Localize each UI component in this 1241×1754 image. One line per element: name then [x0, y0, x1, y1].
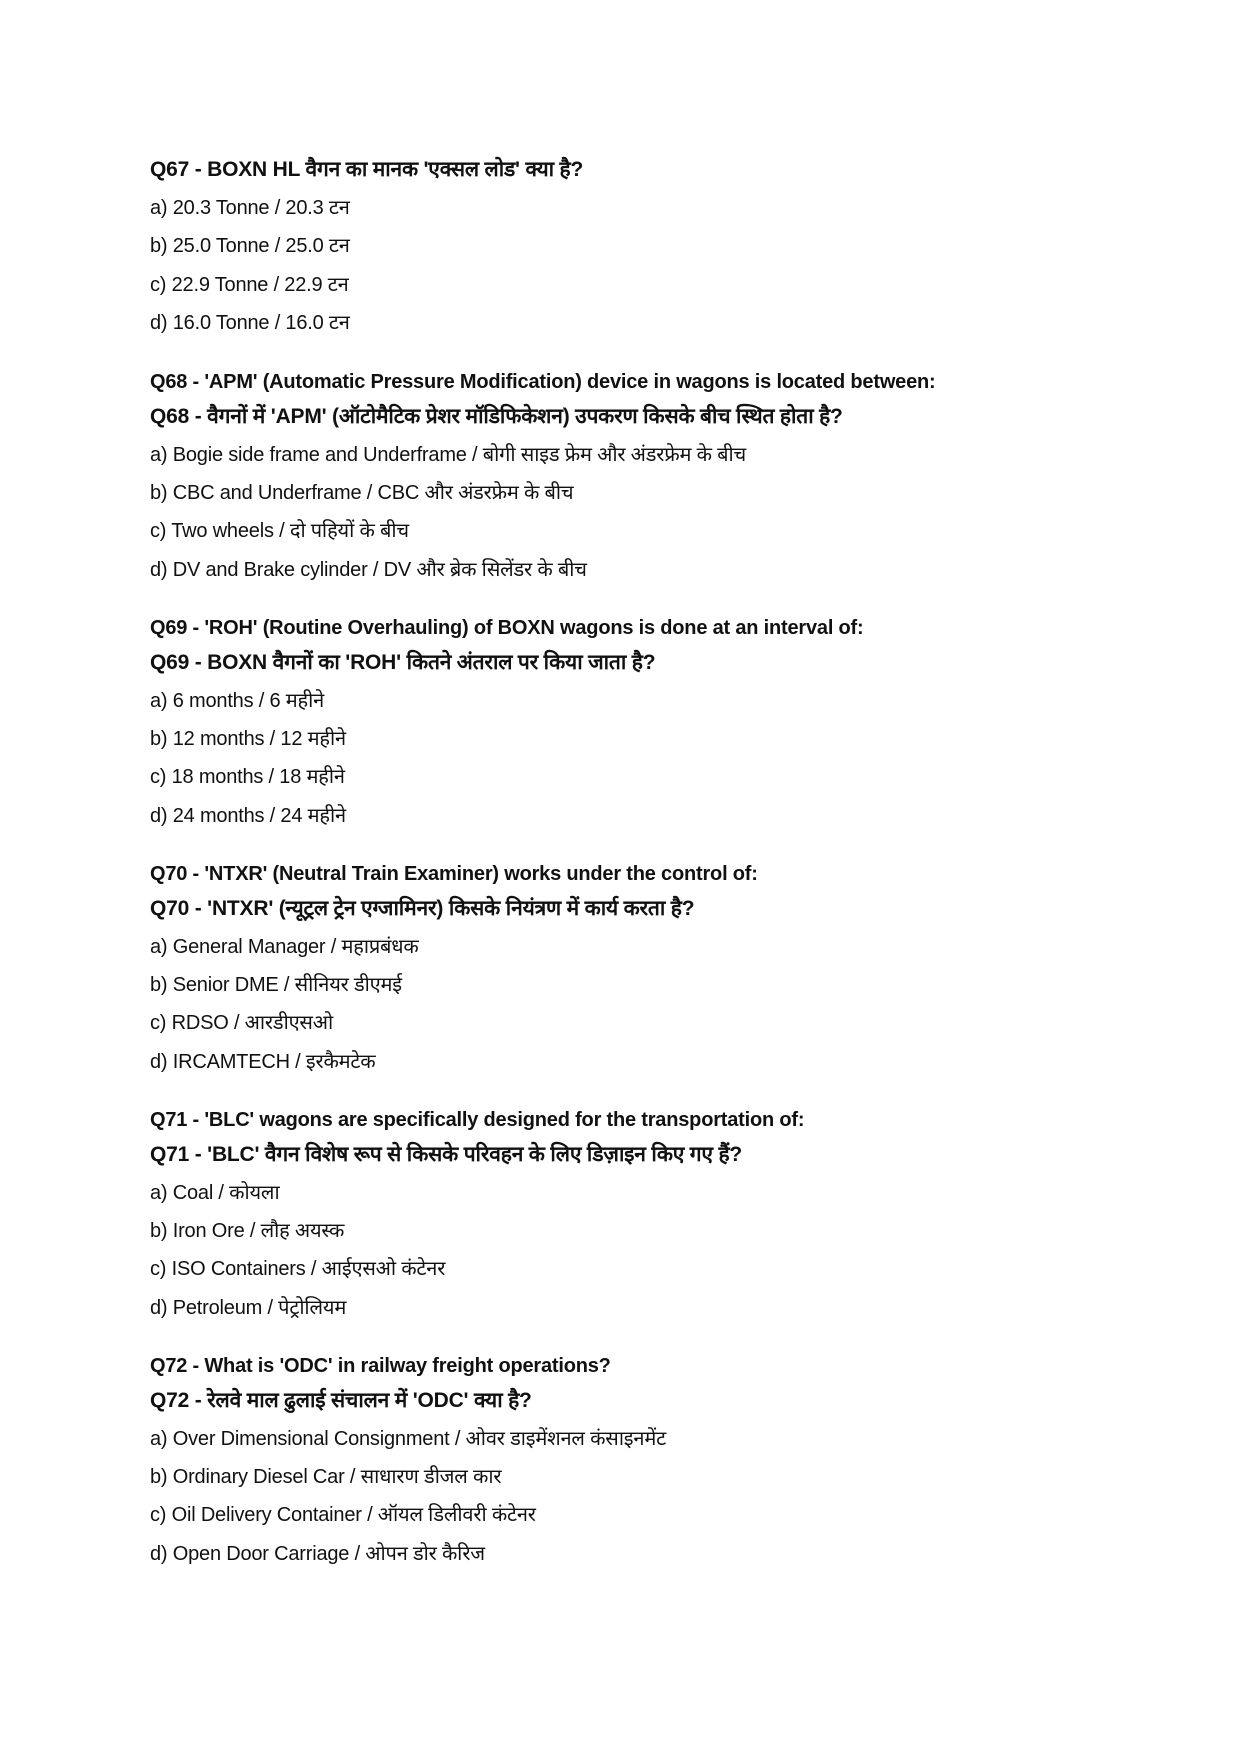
- question-text-english: Q68 - 'APM' (Automatic Pressure Modification) device in wagons is located between:: [150, 371, 936, 393]
- option-c: c) Two wheels / दो पहियों के बीच: [150, 520, 409, 542]
- option-d: d) IRCAMTECH / इरकैमटेक: [150, 1051, 376, 1073]
- question-text-hindi: Q72 - रेलवे माल ढुलाई संचालन में 'ODC' क्या है?: [150, 1389, 532, 1412]
- option-a: a) 20.3 Tonne / 20.3 टन: [150, 197, 350, 219]
- question-text-english: Q69 - 'ROH' (Routine Overhauling) of BOXN wagons is done at an interval of:: [150, 617, 864, 639]
- question-text-hindi: Q69 - BOXN वैगनों का 'ROH' कितने अंतराल पर किया जाता है?: [150, 651, 656, 674]
- question-text-hindi: Q68 - वैगनों में 'APM' (ऑटोमैटिक प्रेशर मॉडिफिकेशन) उपकरण किसके बीच स्थित होता है?: [150, 405, 843, 428]
- option-a: a) 6 months / 6 महीने: [150, 690, 325, 712]
- option-b: b) 25.0 Tonne / 25.0 टन: [150, 235, 350, 257]
- option-a: a) Coal / कोयला: [150, 1182, 280, 1204]
- option-c: c) RDSO / आरडीएसओ: [150, 1012, 334, 1034]
- option-d: d) Petroleum / पेट्रोलियम: [150, 1297, 347, 1319]
- option-a: a) Over Dimensional Consignment / ओवर डाइमेंशनल कंसाइनमेंट: [150, 1428, 666, 1450]
- option-c: c) Oil Delivery Container / ऑयल डिलीवरी कंटेनर: [150, 1504, 536, 1526]
- option-b: b) Ordinary Diesel Car / साधारण डीजल कार: [150, 1466, 502, 1488]
- option-b: b) Senior DME / सीनियर डीएमई: [150, 974, 402, 996]
- option-c: c) 22.9 Tonne / 22.9 टन: [150, 274, 349, 296]
- option-d: d) DV and Brake cylinder / DV और ब्रेक सिलेंडर के बीच: [150, 559, 587, 581]
- question-text-english: Q70 - 'NTXR' (Neutral Train Examiner) works under the control of:: [150, 863, 758, 885]
- question-text-hindi: Q67 - BOXN HL वैगन का मानक 'एक्सल लोड' क्या है?: [150, 158, 584, 181]
- option-c: c) 18 months / 18 महीने: [150, 766, 345, 788]
- question-text-english: Q71 - 'BLC' wagons are specifically designed for the transportation of:: [150, 1109, 805, 1131]
- option-d: d) Open Door Carriage / ओपन डोर कैरिज: [150, 1543, 485, 1565]
- question-text-english: Q72 - What is 'ODC' in railway freight operations?: [150, 1355, 611, 1377]
- question-text-hindi: Q71 - 'BLC' वैगन विशेष रूप से किसके परिवहन के लिए डिज़ाइन किए गए हैं?: [150, 1143, 743, 1166]
- option-b: b) 12 months / 12 महीने: [150, 728, 346, 750]
- option-d: d) 16.0 Tonne / 16.0 टन: [150, 312, 350, 334]
- option-d: d) 24 months / 24 महीने: [150, 805, 346, 827]
- option-a: a) Bogie side frame and Underframe / बोगी साइड फ्रेम और अंडरफ्रेम के बीच: [150, 444, 746, 466]
- option-b: b) CBC and Underframe / CBC और अंडरफ्रेम के बीच: [150, 482, 574, 504]
- option-b: b) Iron Ore / लौह अयस्क: [150, 1220, 345, 1242]
- option-a: a) General Manager / महाप्रबंधक: [150, 936, 419, 958]
- question-text-hindi: Q70 - 'NTXR' (न्यूट्रल ट्रेन एग्जामिनर) किसके नियंत्रण में कार्य करता है?: [150, 897, 695, 920]
- option-c: c) ISO Containers / आईएसओ कंटेनर: [150, 1258, 446, 1280]
